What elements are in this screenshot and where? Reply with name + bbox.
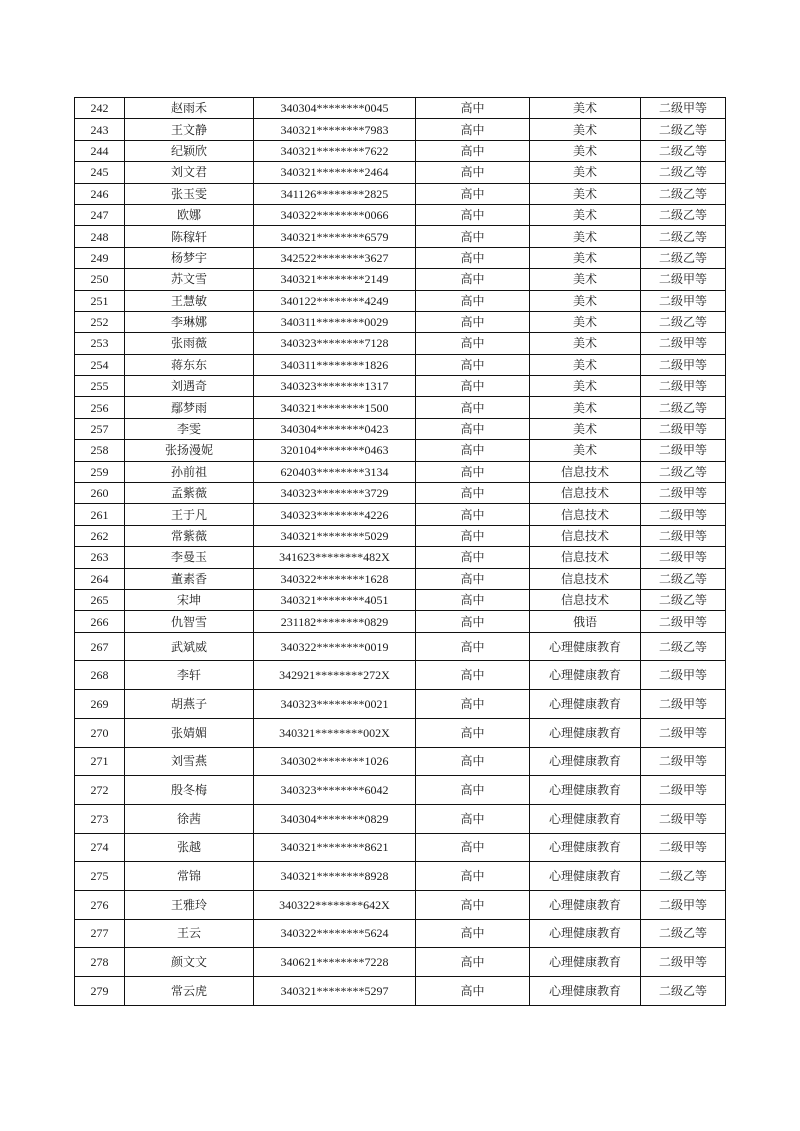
person-name-cell: 刘文君 <box>125 162 254 183</box>
subject-cell: 美术 <box>530 140 641 161</box>
subject-cell: 美术 <box>530 397 641 418</box>
grade-level-cell: 二级乙等 <box>641 568 726 589</box>
subject-cell: 美术 <box>530 98 641 119</box>
person-name-cell: 武斌威 <box>125 632 254 661</box>
row-number-cell: 259 <box>75 461 125 482</box>
grade-level-cell: 二级甲等 <box>641 333 726 354</box>
grade-level-cell: 二级甲等 <box>641 440 726 461</box>
id-number-cell: 340323********1317 <box>254 376 416 397</box>
id-number-cell: 340321********6579 <box>254 226 416 247</box>
subject-cell: 美术 <box>530 247 641 268</box>
person-name-cell: 陈稼轩 <box>125 226 254 247</box>
id-number-cell: 340321********2149 <box>254 269 416 290</box>
grade-level-cell: 二级乙等 <box>641 247 726 268</box>
id-number-cell: 340323********0021 <box>254 690 416 719</box>
table-row <box>75 977 726 1006</box>
grade-level-cell: 二级乙等 <box>641 977 726 1006</box>
subject-cell: 心理健康教育 <box>530 919 641 948</box>
person-name-cell: 赵雨禾 <box>125 98 254 119</box>
person-name-cell: 仇智雪 <box>125 611 254 632</box>
table-row <box>75 568 726 589</box>
person-name-cell: 李曼玉 <box>125 547 254 568</box>
subject-cell: 心理健康教育 <box>530 776 641 805</box>
table-row <box>75 290 726 311</box>
subject-cell: 美术 <box>530 440 641 461</box>
school-level-cell: 高中 <box>416 504 530 525</box>
school-level-cell: 高中 <box>416 483 530 504</box>
grade-level-cell: 二级甲等 <box>641 547 726 568</box>
school-level-cell: 高中 <box>416 397 530 418</box>
table-row <box>75 269 726 290</box>
row-number-cell: 262 <box>75 525 125 546</box>
subject-cell: 心理健康教育 <box>530 977 641 1006</box>
grade-level-cell: 二级甲等 <box>641 376 726 397</box>
id-number-cell: 340321********002X <box>254 718 416 747</box>
person-name-cell: 常锦 <box>125 862 254 891</box>
row-number-cell: 252 <box>75 311 125 332</box>
subject-cell: 心理健康教育 <box>530 718 641 747</box>
school-level-cell: 高中 <box>416 376 530 397</box>
person-name-cell: 李轩 <box>125 661 254 690</box>
row-number-cell: 250 <box>75 269 125 290</box>
row-number-cell: 264 <box>75 568 125 589</box>
subject-cell: 美术 <box>530 290 641 311</box>
table-row <box>75 948 726 977</box>
table-row <box>75 140 726 161</box>
id-number-cell: 340302********1026 <box>254 747 416 776</box>
table-row <box>75 204 726 225</box>
school-level-cell: 高中 <box>416 919 530 948</box>
row-number-cell: 266 <box>75 611 125 632</box>
school-level-cell: 高中 <box>416 632 530 661</box>
table-row <box>75 661 726 690</box>
id-number-cell: 340321********8621 <box>254 833 416 862</box>
school-level-cell: 高中 <box>416 890 530 919</box>
table-row <box>75 333 726 354</box>
person-name-cell: 孟紫薇 <box>125 483 254 504</box>
school-level-cell: 高中 <box>416 776 530 805</box>
row-number-cell: 255 <box>75 376 125 397</box>
table-row <box>75 98 726 119</box>
table-row <box>75 376 726 397</box>
row-number-cell: 249 <box>75 247 125 268</box>
grade-level-cell: 二级甲等 <box>641 98 726 119</box>
row-number-cell: 242 <box>75 98 125 119</box>
results-table <box>74 97 726 1006</box>
table-row <box>75 833 726 862</box>
row-number-cell: 245 <box>75 162 125 183</box>
row-number-cell: 276 <box>75 890 125 919</box>
school-level-cell: 高中 <box>416 547 530 568</box>
table-row <box>75 119 726 140</box>
subject-cell: 美术 <box>530 333 641 354</box>
school-level-cell: 高中 <box>416 162 530 183</box>
table-body <box>75 98 726 1006</box>
table-row <box>75 589 726 610</box>
grade-level-cell: 二级甲等 <box>641 890 726 919</box>
subject-cell: 心理健康教育 <box>530 890 641 919</box>
school-level-cell: 高中 <box>416 290 530 311</box>
subject-cell: 美术 <box>530 226 641 247</box>
subject-cell: 心理健康教育 <box>530 632 641 661</box>
row-number-cell: 265 <box>75 589 125 610</box>
table-row <box>75 183 726 204</box>
school-level-cell: 高中 <box>416 333 530 354</box>
subject-cell: 美术 <box>530 162 641 183</box>
id-number-cell: 340621********7228 <box>254 948 416 977</box>
table-row <box>75 611 726 632</box>
person-name-cell: 王文静 <box>125 119 254 140</box>
row-number-cell: 267 <box>75 632 125 661</box>
subject-cell: 美术 <box>530 311 641 332</box>
person-name-cell: 纪颖欣 <box>125 140 254 161</box>
grade-level-cell: 二级甲等 <box>641 611 726 632</box>
grade-level-cell: 二级乙等 <box>641 119 726 140</box>
id-number-cell: 340322********0019 <box>254 632 416 661</box>
subject-cell: 美术 <box>530 119 641 140</box>
grade-level-cell: 二级乙等 <box>641 461 726 482</box>
subject-cell: 心理健康教育 <box>530 804 641 833</box>
id-number-cell: 340311********0029 <box>254 311 416 332</box>
subject-cell: 信息技术 <box>530 547 641 568</box>
id-number-cell: 340322********1628 <box>254 568 416 589</box>
subject-cell: 美术 <box>530 418 641 439</box>
person-name-cell: 董素香 <box>125 568 254 589</box>
person-name-cell: 王慧敏 <box>125 290 254 311</box>
row-number-cell: 254 <box>75 354 125 375</box>
row-number-cell: 270 <box>75 718 125 747</box>
id-number-cell: 340321********8928 <box>254 862 416 891</box>
id-number-cell: 342921********272X <box>254 661 416 690</box>
person-name-cell: 蒋东东 <box>125 354 254 375</box>
person-name-cell: 刘遇奇 <box>125 376 254 397</box>
grade-level-cell: 二级甲等 <box>641 833 726 862</box>
id-number-cell: 231182********0829 <box>254 611 416 632</box>
table-row <box>75 461 726 482</box>
school-level-cell: 高中 <box>416 354 530 375</box>
grade-level-cell: 二级甲等 <box>641 269 726 290</box>
school-level-cell: 高中 <box>416 611 530 632</box>
table-row <box>75 890 726 919</box>
school-level-cell: 高中 <box>416 269 530 290</box>
person-name-cell: 苏文雪 <box>125 269 254 290</box>
table-row <box>75 632 726 661</box>
subject-cell: 信息技术 <box>530 461 641 482</box>
row-number-cell: 271 <box>75 747 125 776</box>
grade-level-cell: 二级乙等 <box>641 311 726 332</box>
person-name-cell: 宋坤 <box>125 589 254 610</box>
person-name-cell: 李雯 <box>125 418 254 439</box>
school-level-cell: 高中 <box>416 589 530 610</box>
table-row <box>75 483 726 504</box>
table-row <box>75 747 726 776</box>
grade-level-cell: 二级乙等 <box>641 140 726 161</box>
subject-cell: 信息技术 <box>530 525 641 546</box>
row-number-cell: 260 <box>75 483 125 504</box>
subject-cell: 心理健康教育 <box>530 948 641 977</box>
person-name-cell: 张扬漫妮 <box>125 440 254 461</box>
person-name-cell: 王于凡 <box>125 504 254 525</box>
person-name-cell: 杨梦宇 <box>125 247 254 268</box>
person-name-cell: 张越 <box>125 833 254 862</box>
grade-level-cell: 二级乙等 <box>641 226 726 247</box>
id-number-cell: 340321********7622 <box>254 140 416 161</box>
subject-cell: 美术 <box>530 269 641 290</box>
grade-level-cell: 二级乙等 <box>641 589 726 610</box>
row-number-cell: 268 <box>75 661 125 690</box>
grade-level-cell: 二级乙等 <box>641 397 726 418</box>
grade-level-cell: 二级甲等 <box>641 661 726 690</box>
school-level-cell: 高中 <box>416 204 530 225</box>
grade-level-cell: 二级甲等 <box>641 948 726 977</box>
id-number-cell: 340323********6042 <box>254 776 416 805</box>
table-row <box>75 804 726 833</box>
table-row <box>75 162 726 183</box>
grade-level-cell: 二级乙等 <box>641 162 726 183</box>
table-row <box>75 226 726 247</box>
school-level-cell: 高中 <box>416 804 530 833</box>
id-number-cell: 340322********642X <box>254 890 416 919</box>
grade-level-cell: 二级乙等 <box>641 862 726 891</box>
person-name-cell: 张婧媚 <box>125 718 254 747</box>
school-level-cell: 高中 <box>416 977 530 1006</box>
table-row <box>75 504 726 525</box>
id-number-cell: 340122********4249 <box>254 290 416 311</box>
grade-level-cell: 二级甲等 <box>641 718 726 747</box>
table-row <box>75 547 726 568</box>
grade-level-cell: 二级乙等 <box>641 204 726 225</box>
row-number-cell: 257 <box>75 418 125 439</box>
subject-cell: 信息技术 <box>530 568 641 589</box>
id-number-cell: 341126********2825 <box>254 183 416 204</box>
id-number-cell: 340322********5624 <box>254 919 416 948</box>
grade-level-cell: 二级乙等 <box>641 183 726 204</box>
table-row <box>75 718 726 747</box>
id-number-cell: 340323********3729 <box>254 483 416 504</box>
row-number-cell: 244 <box>75 140 125 161</box>
school-level-cell: 高中 <box>416 183 530 204</box>
subject-cell: 美术 <box>530 354 641 375</box>
id-number-cell: 340321********1500 <box>254 397 416 418</box>
id-number-cell: 340304********0829 <box>254 804 416 833</box>
row-number-cell: 272 <box>75 776 125 805</box>
id-number-cell: 340323********7128 <box>254 333 416 354</box>
row-number-cell: 258 <box>75 440 125 461</box>
person-name-cell: 王云 <box>125 919 254 948</box>
grade-level-cell: 二级甲等 <box>641 418 726 439</box>
school-level-cell: 高中 <box>416 247 530 268</box>
grade-level-cell: 二级乙等 <box>641 632 726 661</box>
school-level-cell: 高中 <box>416 747 530 776</box>
subject-cell: 俄语 <box>530 611 641 632</box>
row-number-cell: 253 <box>75 333 125 354</box>
subject-cell: 心理健康教育 <box>530 833 641 862</box>
subject-cell: 美术 <box>530 204 641 225</box>
row-number-cell: 251 <box>75 290 125 311</box>
table-row <box>75 418 726 439</box>
table-row <box>75 440 726 461</box>
subject-cell: 心理健康教育 <box>530 862 641 891</box>
table-row <box>75 247 726 268</box>
person-name-cell: 常云虎 <box>125 977 254 1006</box>
school-level-cell: 高中 <box>416 718 530 747</box>
row-number-cell: 247 <box>75 204 125 225</box>
row-number-cell: 278 <box>75 948 125 977</box>
id-number-cell: 340321********5029 <box>254 525 416 546</box>
id-number-cell: 340321********5297 <box>254 977 416 1006</box>
grade-level-cell: 二级甲等 <box>641 525 726 546</box>
person-name-cell: 常紫薇 <box>125 525 254 546</box>
school-level-cell: 高中 <box>416 226 530 247</box>
person-name-cell: 胡燕子 <box>125 690 254 719</box>
person-name-cell: 张玉雯 <box>125 183 254 204</box>
row-number-cell: 273 <box>75 804 125 833</box>
table-row <box>75 525 726 546</box>
row-number-cell: 261 <box>75 504 125 525</box>
subject-cell: 美术 <box>530 376 641 397</box>
row-number-cell: 243 <box>75 119 125 140</box>
subject-cell: 信息技术 <box>530 483 641 504</box>
grade-level-cell: 二级甲等 <box>641 354 726 375</box>
person-name-cell: 欧娜 <box>125 204 254 225</box>
person-name-cell: 徐茜 <box>125 804 254 833</box>
id-number-cell: 341623********482X <box>254 547 416 568</box>
subject-cell: 心理健康教育 <box>530 747 641 776</box>
row-number-cell: 274 <box>75 833 125 862</box>
row-number-cell: 275 <box>75 862 125 891</box>
table-row <box>75 354 726 375</box>
grade-level-cell: 二级甲等 <box>641 504 726 525</box>
school-level-cell: 高中 <box>416 461 530 482</box>
person-name-cell: 张雨薇 <box>125 333 254 354</box>
person-name-cell: 王雅玲 <box>125 890 254 919</box>
school-level-cell: 高中 <box>416 418 530 439</box>
person-name-cell: 孙前祖 <box>125 461 254 482</box>
person-name-cell: 殷冬梅 <box>125 776 254 805</box>
table-row <box>75 919 726 948</box>
school-level-cell: 高中 <box>416 311 530 332</box>
grade-level-cell: 二级甲等 <box>641 290 726 311</box>
id-number-cell: 340321********2464 <box>254 162 416 183</box>
id-number-cell: 620403********3134 <box>254 461 416 482</box>
row-number-cell: 279 <box>75 977 125 1006</box>
school-level-cell: 高中 <box>416 661 530 690</box>
table-row <box>75 690 726 719</box>
school-level-cell: 高中 <box>416 525 530 546</box>
id-number-cell: 340304********0045 <box>254 98 416 119</box>
subject-cell: 信息技术 <box>530 589 641 610</box>
school-level-cell: 高中 <box>416 140 530 161</box>
id-number-cell: 340321********4051 <box>254 589 416 610</box>
id-number-cell: 340322********0066 <box>254 204 416 225</box>
school-level-cell: 高中 <box>416 98 530 119</box>
school-level-cell: 高中 <box>416 862 530 891</box>
grade-level-cell: 二级甲等 <box>641 483 726 504</box>
id-number-cell: 340321********7983 <box>254 119 416 140</box>
subject-cell: 心理健康教育 <box>530 661 641 690</box>
grade-level-cell: 二级甲等 <box>641 690 726 719</box>
school-level-cell: 高中 <box>416 833 530 862</box>
grade-level-cell: 二级乙等 <box>641 919 726 948</box>
row-number-cell: 269 <box>75 690 125 719</box>
school-level-cell: 高中 <box>416 568 530 589</box>
id-number-cell: 340323********4226 <box>254 504 416 525</box>
grade-level-cell: 二级甲等 <box>641 804 726 833</box>
id-number-cell: 340311********1826 <box>254 354 416 375</box>
id-number-cell: 342522********3627 <box>254 247 416 268</box>
row-number-cell: 263 <box>75 547 125 568</box>
person-name-cell: 李琳娜 <box>125 311 254 332</box>
row-number-cell: 248 <box>75 226 125 247</box>
subject-cell: 心理健康教育 <box>530 690 641 719</box>
row-number-cell: 256 <box>75 397 125 418</box>
table-row <box>75 776 726 805</box>
row-number-cell: 277 <box>75 919 125 948</box>
subject-cell: 美术 <box>530 183 641 204</box>
person-name-cell: 刘雪燕 <box>125 747 254 776</box>
school-level-cell: 高中 <box>416 948 530 977</box>
school-level-cell: 高中 <box>416 690 530 719</box>
subject-cell: 信息技术 <box>530 504 641 525</box>
school-level-cell: 高中 <box>416 440 530 461</box>
row-number-cell: 246 <box>75 183 125 204</box>
person-name-cell: 鄢梦雨 <box>125 397 254 418</box>
grade-level-cell: 二级甲等 <box>641 776 726 805</box>
table-row <box>75 397 726 418</box>
id-number-cell: 320104********0463 <box>254 440 416 461</box>
person-name-cell: 颜文文 <box>125 948 254 977</box>
grade-level-cell: 二级甲等 <box>641 747 726 776</box>
id-number-cell: 340304********0423 <box>254 418 416 439</box>
table-row <box>75 311 726 332</box>
table-row <box>75 862 726 891</box>
school-level-cell: 高中 <box>416 119 530 140</box>
